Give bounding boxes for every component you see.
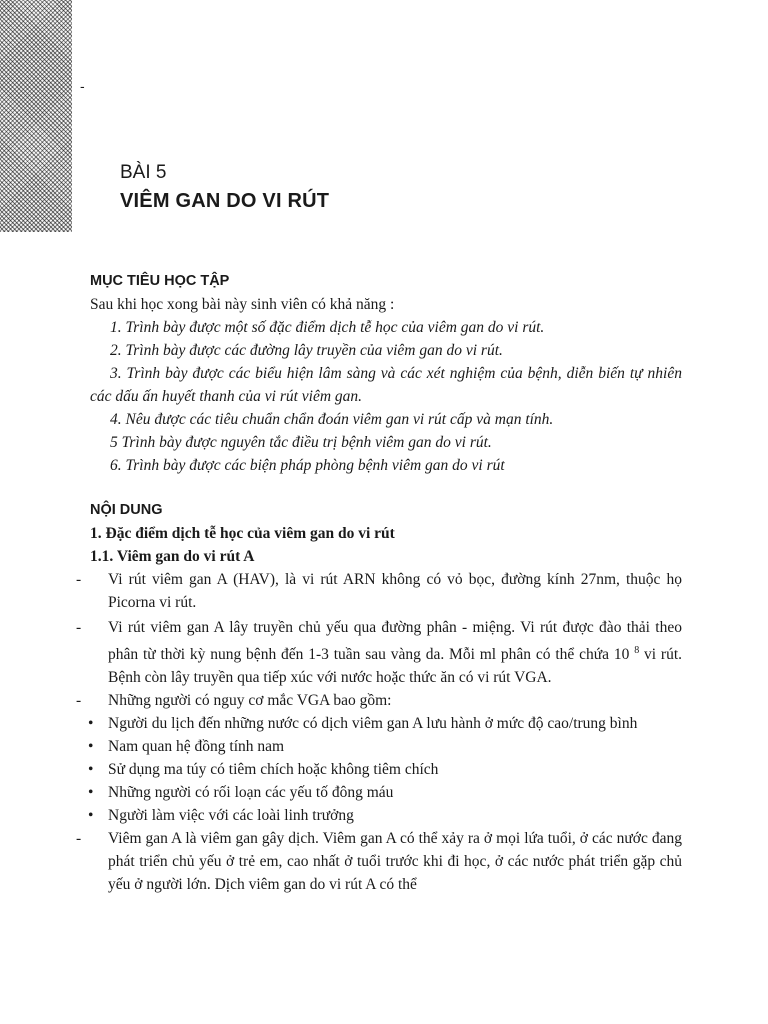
bullet-list-item xyxy=(90,804,682,827)
dash-list-item xyxy=(76,827,682,896)
objectives-intro: Sau khi học xong bài này sinh viên có khả năng : xyxy=(90,296,395,313)
objective-item: 3. Trình bày được các biểu hiện lâm sàng và các xét nghiệm của bệnh, diễn biến tự nhiên các dấu ấn huyết thanh của vi rút viêm gan. xyxy=(90,365,682,405)
dash-marker: - xyxy=(76,692,82,710)
dash-item-text: Viêm gan A là viêm gan gây dịch. Viêm gan A có thể xảy ra ở mọi lứa tuổi, ở các nước đang phát triển chủ yếu ở trẻ em, cao nhất ở tuổi trước khi đi học, ở các nước phát triển gặp chủ yếu ở người lớn. Dịch viêm gan do vi rút A có thể xyxy=(108,830,682,894)
section-heading: 1. Đặc điểm dịch tễ học của viêm gan do vi rút xyxy=(90,525,395,542)
dash-item-text: Những người có nguy cơ mắc VGA bao gồm: xyxy=(108,692,392,710)
content-heading: NỘI DUNG xyxy=(90,502,163,518)
bullet-item-text: Nam quan hệ đồng tính nam xyxy=(108,738,285,756)
dash-marker: - xyxy=(76,619,82,636)
exponent: 8 xyxy=(634,645,640,656)
objective-item: 4. Nêu được các tiêu chuẩn chẩn đoán viêm gan vi rút cấp và mạn tính. xyxy=(110,411,554,428)
dash-list-item xyxy=(76,689,682,712)
lesson-title: VIÊM GAN DO VI RÚT xyxy=(120,190,330,212)
bullet-list-item xyxy=(90,758,682,781)
dash-item-text: vi rút. Bệnh còn lây truyền qua tiếp xúc với nước hoặc thức ăn có vi rút VGA. xyxy=(108,646,683,687)
dash-marker: - xyxy=(76,830,82,848)
bullet-item-text: Sử dụng ma túy có tiêm chích hoặc không tiêm chích xyxy=(108,761,439,779)
bullet-list-item xyxy=(90,781,682,804)
dash-marker: - xyxy=(76,571,82,588)
lesson-number: BÀI 5 xyxy=(120,162,167,183)
document-body xyxy=(76,270,683,896)
bullet-item-text: Những người có rối loạn các yếu tố đông máu xyxy=(108,784,394,802)
bullet-marker: • xyxy=(88,715,94,733)
dash-list-item xyxy=(76,568,682,614)
bullet-list-item xyxy=(90,735,682,758)
decorative-pattern-strip xyxy=(0,0,72,232)
bullet-item-text: Người làm việc với các loài linh trưởng xyxy=(108,807,354,825)
objective-item: 1. Trình bày được một số đặc điểm dịch tễ học của viêm gan do vi rút. xyxy=(110,319,545,336)
objective-item: 5 Trình bày được nguyên tắc điều trị bệnh viêm gan do vi rút. xyxy=(110,434,492,451)
dash-item-text: Vi rút viêm gan A lây truyền chủ yếu qua đường phân - miệng. Vi rút được đào thải theo phân từ thời kỳ nung bệnh đến 1-3 tuần sau vàng da. Mỗi ml phân có thể chứa 10 xyxy=(108,619,682,664)
bullet-marker: • xyxy=(88,807,94,825)
objective-item: 2. Trình bày được các đường lây truyền của viêm gan do vi rút. xyxy=(110,342,503,359)
bullet-list-item xyxy=(90,712,682,735)
subsection-heading: 1.1. Viêm gan do vi rút A xyxy=(90,548,255,565)
objectives-heading: MỤC TIÊU HỌC TẬP xyxy=(90,273,230,289)
bullet-item-text: Người du lịch đến những nước có dịch viêm gan A lưu hành ở mức độ cao/trung bình xyxy=(108,715,638,733)
bullet-marker: • xyxy=(88,738,94,756)
dash-list-item xyxy=(76,616,683,689)
bullet-marker: • xyxy=(88,784,94,802)
objective-item: 6. Trình bày được các biện pháp phòng bệnh viêm gan do vi rút xyxy=(110,457,505,474)
corner-dash-mark: - xyxy=(80,78,85,94)
dash-item-text: Vi rút viêm gan A (HAV), là vi rút ARN không có vỏ bọc, đường kính 27nm, thuộc họ Picorna vi rút. xyxy=(108,571,682,611)
bullet-marker: • xyxy=(88,761,94,779)
